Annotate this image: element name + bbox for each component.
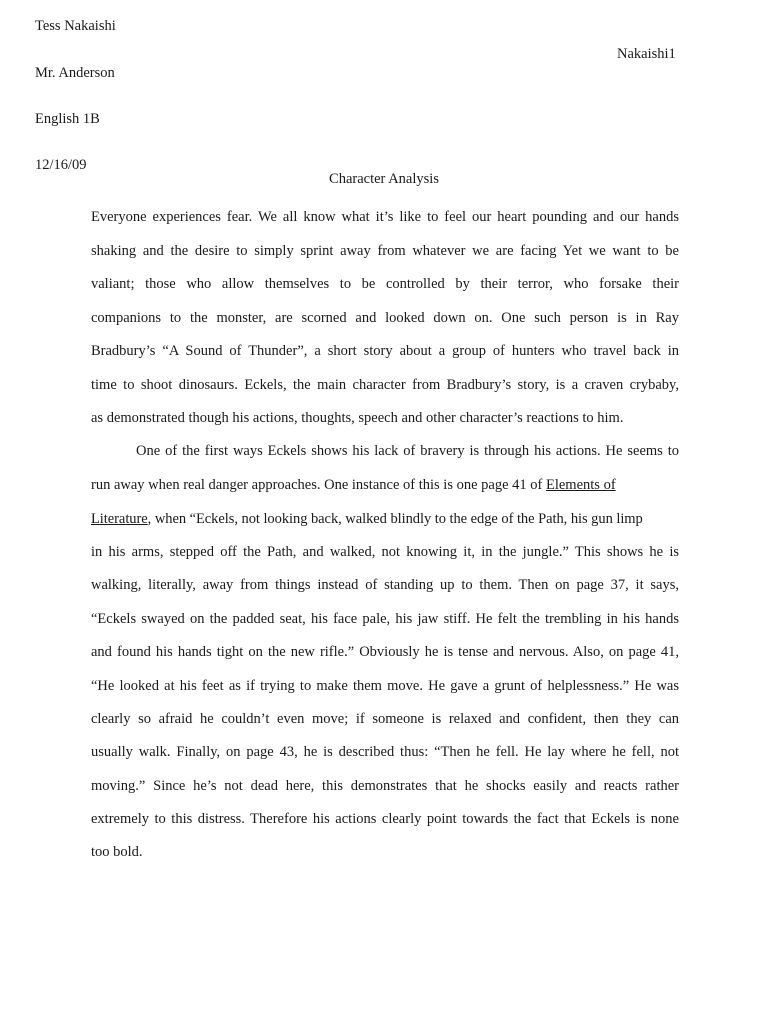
student-name: Tess Nakaishi — [35, 18, 116, 34]
paragraph-line — [91, 510, 679, 528]
book-title-underlined: Literature — [91, 511, 148, 527]
line-text: , when “Eckels, not looking back, walked blindly to the edge of the Path, his gun limp — [147, 511, 643, 527]
paragraph-line: time to shoot dinosaurs. Eckels, the main character from Bradbury’s story, is a craven crybaby, — [91, 377, 679, 393]
paragraph-line: Everyone experiences fear. We all know what it’s like to feel our heart pounding and our hands — [91, 209, 679, 225]
paragraph-line: usually walk. Finally, on page 43, he is described thus: “Then he fell. He lay where he fell, not — [91, 744, 679, 760]
paragraph-line: clearly so afraid he couldn’t even move; if someone is relaxed and confident, then they can — [91, 711, 679, 727]
paragraph-line: in his arms, stepped off the Path, and walked, not knowing it, in the jungle.” This shows he is — [91, 544, 679, 560]
paragraph-line — [91, 476, 679, 494]
paragraph-line: One of the first ways Eckels shows his lack of bravery is through his actions. He seems to — [136, 443, 679, 459]
paragraph-line: as demonstrated though his actions, thoughts, speech and other character’s reactions to him. — [91, 410, 624, 426]
paragraph-line: extremely to this distress. Therefore his actions clearly point towards the fact that Eckels is none — [91, 811, 679, 827]
line-text: run away when real danger approaches. One instance of this is one page 41 of — [91, 477, 546, 493]
paragraph-line: companions to the monster, are scorned and looked down on. One such person is in Ray — [91, 310, 679, 326]
paragraph-line: “Eckels swayed on the padded seat, his face pale, his jaw stiff. He felt the trembling in his hands — [91, 611, 679, 627]
paragraph-line: “He looked at his feet as if trying to make them move. He gave a grunt of helplessness.” He was — [91, 678, 679, 694]
paragraph-line: shaking and the desire to simply sprint away from whatever we are facing Yet we want to be — [91, 243, 679, 259]
paragraph-line: walking, literally, away from things instead of standing up to them. Then on page 37, it says, — [91, 577, 679, 593]
teacher-name: Mr. Anderson — [35, 65, 115, 81]
course-name: English 1B — [35, 111, 100, 127]
essay-date: 12/16/09 — [35, 157, 87, 173]
book-title-underlined: Elements of — [545, 477, 616, 493]
essay-title: Character Analysis — [329, 171, 439, 187]
paragraph-line: too bold. — [91, 844, 143, 860]
paragraph-line: Bradbury’s “A Sound of Thunder”, a short story about a group of hunters who travel back in — [91, 343, 679, 359]
paragraph-line: moving.” Since he’s not dead here, this demonstrates that he shocks easily and reacts rather — [91, 778, 679, 794]
paragraph-line: and found his hands tight on the new rifle.” Obviously he is tense and nervous. Also, on page 41, — [91, 644, 679, 660]
paragraph-line: valiant; those who allow themselves to be controlled by their terror, who forsake their — [91, 276, 679, 292]
running-head: Nakaishi1 — [617, 46, 676, 62]
